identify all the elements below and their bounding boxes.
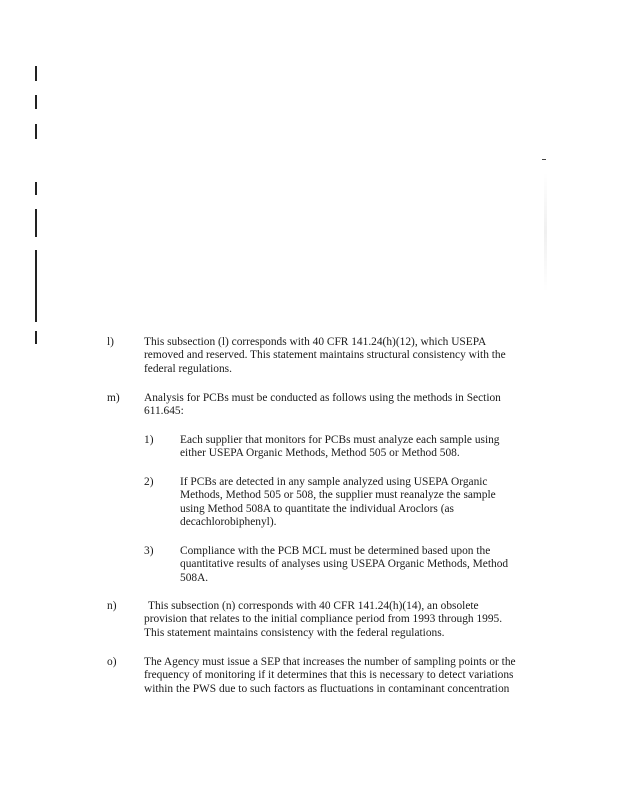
revision-bar: [35, 95, 37, 109]
text-line: decachlorobiphenyl).: [180, 516, 277, 529]
item-marker-1: 1): [144, 434, 154, 446]
text-line: This statement maintains consistency with the federal regulations.: [144, 626, 445, 639]
text-line: provision that relates to the initial compliance period from 1993 through 1995.: [144, 613, 503, 626]
revision-bar: [35, 66, 37, 81]
revision-bar: [35, 331, 37, 344]
text-line: Methods, Method 505 or 508, the supplier must reanalyze the sample: [180, 489, 496, 502]
text-line: 508A.: [180, 571, 209, 584]
text-line: Analysis for PCBs must be conducted as follows using the methods in Section: [144, 392, 501, 404]
revision-bar: [35, 182, 37, 195]
paragraph-marker-l: l): [107, 336, 114, 348]
text-line: either USEPA Organic Methods, Method 505 or Method 508.: [180, 447, 460, 460]
text-line: quantitative results of analyses using USEPA Organic Methods, Method: [180, 558, 509, 571]
item-3-text: [180, 545, 508, 585]
text-line: If PCBs are detected in any sample analyzed using USEPA Organic: [180, 476, 488, 488]
text-line: Compliance with the PCB MCL must be determined based upon the: [180, 545, 491, 557]
item-1-text: [180, 434, 500, 461]
text-line: The Agency must issue a SEP that increases the number of sampling points or the: [144, 656, 516, 668]
revision-bar: [35, 124, 37, 139]
paragraph-marker-o: o): [107, 656, 117, 668]
paragraph-marker-n: n): [107, 600, 117, 612]
item-marker-2: 2): [144, 476, 154, 488]
item-2-text: [180, 476, 496, 530]
paragraph-o-text: [144, 656, 516, 696]
text-line: Each supplier that monitors for PCBs must analyze each sample using: [180, 434, 500, 446]
text-line: using Method 508A to quantitate the individual Aroclors (as: [180, 502, 454, 515]
text-line: frequency of monitoring if it determines that this is necessary to detect variations: [144, 669, 514, 682]
paragraph-marker-m: m): [107, 392, 120, 404]
text-line: federal regulations.: [144, 362, 232, 375]
paragraph-m-text: [144, 392, 501, 419]
revision-bar: [35, 209, 37, 237]
revision-bar: [35, 250, 37, 322]
scan-shadow: [544, 172, 547, 292]
text-line: This subsection (l) corresponds with 40 CFR 141.24(h)(12), which USEPA: [144, 336, 487, 348]
text-line: within the PWS due to such factors as fluctuations in contaminant concentration: [144, 682, 510, 695]
scan-mark: [542, 159, 546, 160]
text-line: 611.645:: [144, 405, 184, 418]
item-marker-3: 3): [144, 545, 154, 557]
paragraph-l-text: [144, 336, 506, 376]
text-line: This subsection (n) corresponds with 40 CFR 141.24(h)(14), an obsolete: [148, 600, 479, 612]
paragraph-n-text: [144, 600, 502, 640]
text-line: removed and reserved. This statement maintains structural consistency with the: [144, 349, 506, 362]
